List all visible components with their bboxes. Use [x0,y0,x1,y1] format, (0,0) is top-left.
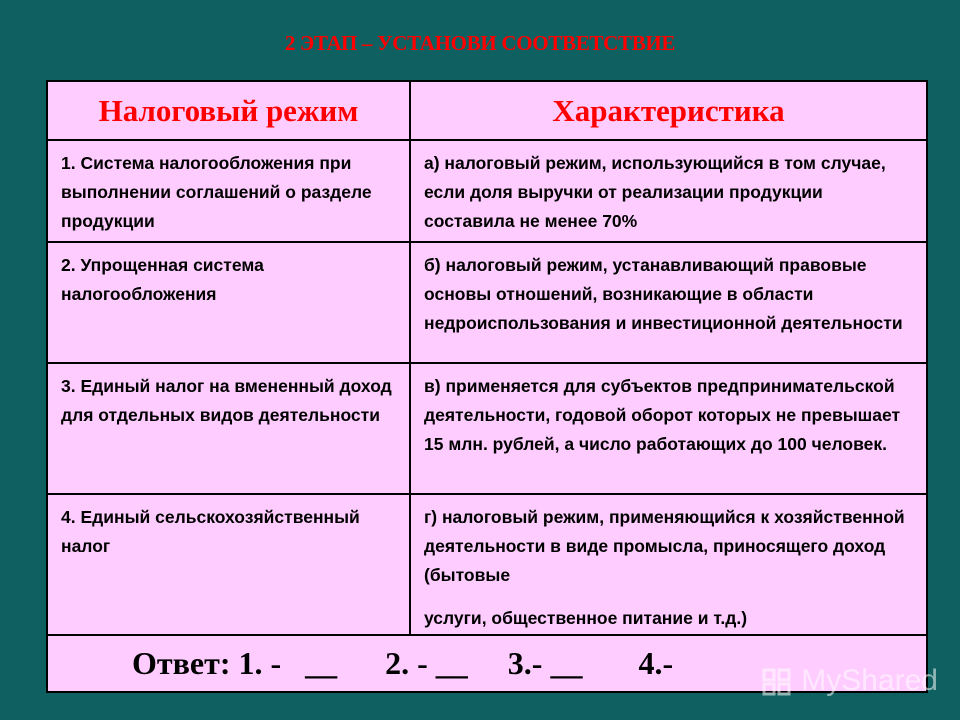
answer-cell: Ответ: 1. - __ 2. - __ 3.- __ 4.- [47,635,927,692]
table-row [47,242,927,363]
watermark [761,664,938,698]
regime-cell: 4. Единый сельскохозяйственный налог [47,494,410,635]
characteristic-text-continued: услуги, общественное питание и т.д.) [424,608,748,628]
characteristic-text: г) налоговый режим, применяющийся к хозяйственной деятельности в виде промысла, приносящего доход (бытовые [424,507,905,585]
table-row [47,140,927,242]
slide-title: 2 ЭТАП – УСТАНОВИ СООТВЕТСТВИЕ [284,31,676,55]
regime-cell: 1. Система налогообложения при выполнении соглашений о разделе продукции [47,140,410,242]
table-row [47,363,927,494]
regime-cell: 2. Упрощенная система налогообложения [47,242,410,363]
characteristic-cell [410,494,927,635]
watermark-text: MyShared [801,664,938,697]
characteristic-cell: б) налоговый режим, устанавливающий правовые основы отношений, возникающие в области недроиспользования и инвестиционной деятельности [410,242,927,363]
characteristic-cell: а) налоговый режим, использующийся в том случае, если доля выручки от реализации продукции составила не менее 70% [410,140,927,242]
matching-table [46,80,928,693]
table-row [47,494,927,635]
header-regime: Налоговый режим [47,81,410,140]
characteristic-cell: в) применяется для субъектов предпринимательской деятельности, годовой оборот которых не превышает 15 млн. рублей, а число работающих до 100 человек. [410,363,927,494]
regime-cell: 3. Единый налог на вмененный доход для отдельных видов деятельности [47,363,410,494]
watermark-logo-icon [761,664,795,698]
table-header-row [47,81,927,140]
header-characteristic: Характеристика [410,81,927,140]
